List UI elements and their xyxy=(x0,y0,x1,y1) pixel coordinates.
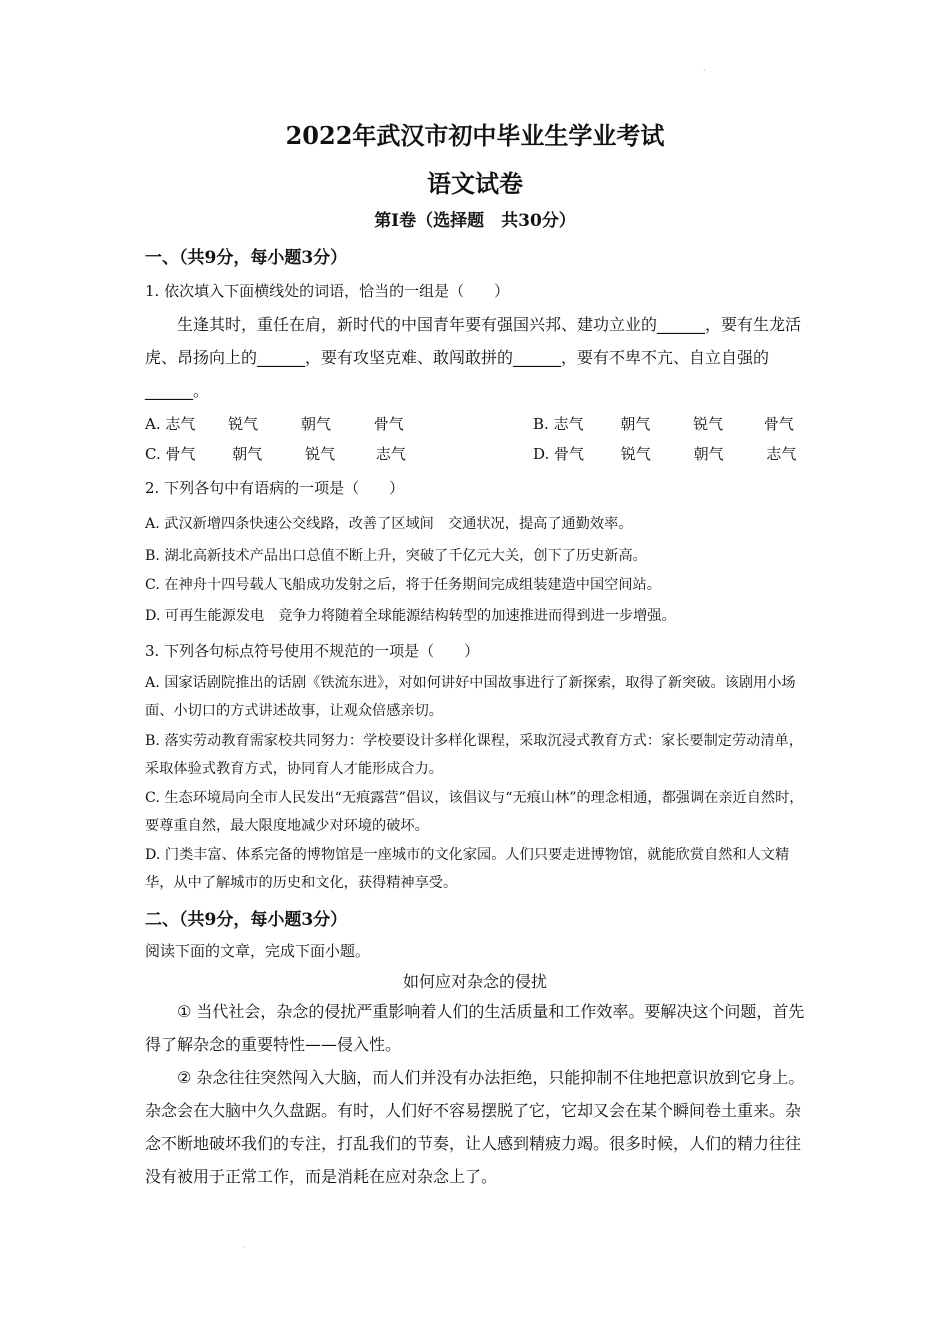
q1-option-a: A. 志气 锐气 朝气 骨气 xyxy=(145,415,404,433)
q2-option-d: D. 可再生能源发电 竞争力将随着全球能源结构转型的加速推进而得到进一步增强。 xyxy=(145,608,676,624)
section2-intro: 阅读下面的文章，完成下面小题。 xyxy=(145,942,371,960)
article-paragraph-2: ② 杂念往往突然闯入大脑，而人们并没有办法拒绝，只能抑制不住地把意识放到它身上。杂念会在大脑中久久盘踞。有时，人们好不容易摆脱了它，它却又会在某个瞬间卷土重来。杂念不断地破坏我们的专注，打乱我们的节奏，让人感到精疲力竭。很多时候，人们的精力往往没有被用于正常工作，而是消耗在应对杂念上了。 xyxy=(145,1068,805,1186)
q1-option-c: C. 骨气 朝气 锐气 志气 xyxy=(145,445,406,463)
section1-heading: 一、（共9分，每小题3分） xyxy=(145,248,348,268)
q3-option-b: B. 落实劳动教育需家校共同努力：学校要设计多样化课程，采取沉浸式教育方式：家长要制定劳动清单，采取体验式教育方式，协同育人才能形成合力。 xyxy=(145,733,803,777)
article-paragraph-1: ① 当代社会，杂念的侵扰严重影响着人们的生活质量和工作效率。要解决这个问题，首先得了解杂念的重要特性——侵入性。 xyxy=(145,1002,805,1054)
q1-option-b: B. 志气 朝气 锐气 骨气 xyxy=(533,415,794,433)
q2-option-b: B. 湖北高新技术产品出口总值不断上升，突破了千亿元大关，创下了历史新高。 xyxy=(145,548,647,564)
scan-dot-top: · xyxy=(703,66,706,75)
q1-passage: 生逢其时，重任在肩，新时代的中国青年要有强国兴邦、建功立业的______，要有生龙活虎、昂扬向上的______，要有攻坚克难、敢闯敢拼的______，要有不卑不亢、自立自强的______。 xyxy=(145,315,802,400)
q2-option-c: C. 在神舟十四号载人飞船成功发射之后，将于任务期间完成组装建造中国空间站。 xyxy=(145,577,661,593)
exam-subtitle: 语文试卷 xyxy=(427,169,523,198)
q2-option-a: A. 武汉新增四条快速公交线路，改善了区域间 交通状况，提高了通勤效率。 xyxy=(145,516,633,532)
q2-stem: 2. 下列各句中有语病的一项是（ ） xyxy=(145,479,405,497)
q3-option-a: A. 国家话剧院推出的话剧《铁流东进》，对如何讲好中国故事进行了新探索，取得了新突破。该剧用小场面、小切口的方式讲述故事，让观众倍感亲切。 xyxy=(145,675,796,719)
volume-heading: 第Ⅰ卷（选择题 共30分） xyxy=(374,211,576,231)
q3-option-d: D. 门类丰富、体系完备的博物馆是一座城市的文化家园。人们只要走进博物馆，就能欣赏自然和人文精华，从中了解城市的历史和文化，获得精神享受。 xyxy=(145,847,790,891)
q3-option-c: C. 生态环境局向全市人民发出“无痕露营”倡议，该倡议与“无痕山林”的理念相通，都强调在亲近自然时，要尊重自然，最大限度地减少对环境的破坏。 xyxy=(145,790,804,834)
article-title: 如何应对杂念的侵扰 xyxy=(402,972,547,991)
exam-title: 2022年武汉市初中毕业生学业考试 xyxy=(285,121,665,150)
q1-option-d: D. 骨气 锐气 朝气 志气 xyxy=(533,445,797,463)
q3-stem: 3. 下列各句标点符号使用不规范的一项是（ ） xyxy=(145,642,480,660)
q1-stem: 1. 依次填入下面横线处的词语，恰当的一组是（ ） xyxy=(145,282,510,300)
scan-dot-bottom: · xyxy=(243,1243,246,1252)
section2-heading: 二、（共9分，每小题3分） xyxy=(145,910,348,930)
